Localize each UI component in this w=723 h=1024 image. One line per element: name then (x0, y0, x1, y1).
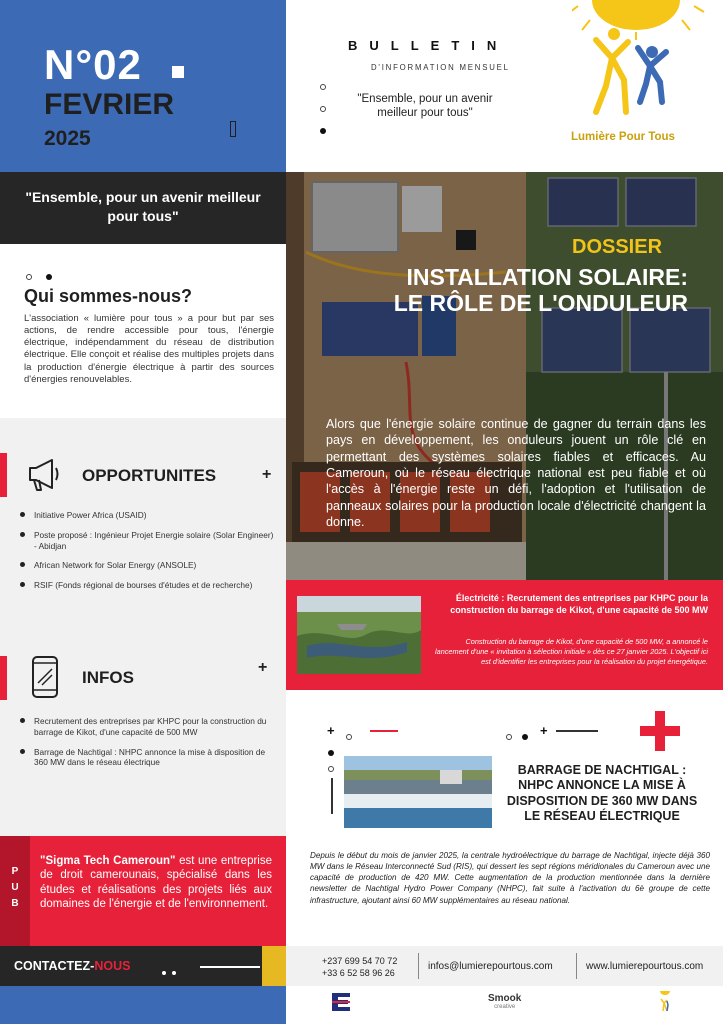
red-dash (370, 730, 398, 732)
sigma-tech-logo (328, 991, 354, 1013)
yellow-accent (262, 946, 286, 986)
rectangle-icon (230, 121, 236, 137)
bulletin-motto: "Ensemble, pour un avenir meilleur pour tous" (357, 93, 493, 120)
divider-line (200, 966, 260, 968)
contact-label: CONTACTEZ-NOUS (14, 959, 131, 973)
lumiere-pour-tous-small-logo (656, 991, 674, 1013)
logo-text: Lumière Pour Tous (571, 131, 675, 143)
red-accent-bar (0, 453, 7, 497)
dots-decoration (26, 268, 52, 286)
phone-numbers (322, 955, 397, 979)
opportunities-list (20, 510, 276, 600)
issue-block (0, 0, 286, 172)
plus-icon: + (540, 723, 548, 738)
infos-list (20, 716, 276, 777)
infos-title: INFOS (82, 668, 134, 687)
bulletin-title: BULLETIN (348, 38, 509, 53)
list-item[interactable]: Barrage de Nachtigal : NHPC annonce la mise à disposition de 360 MW dans le réseau électrique (20, 747, 276, 769)
kikot-dam-photo (297, 596, 421, 674)
phone-link[interactable]: +237 699 54 70 72 (322, 956, 398, 966)
opportunities-expand-button[interactable]: + (262, 466, 272, 483)
email-link[interactable]: infos@lumierepourtous.com (428, 961, 553, 972)
megaphone-icon (24, 452, 62, 496)
motto-text: "Ensemble, pour un avenir meilleur pour tous" (25, 189, 261, 224)
issue-year: 2025 (44, 127, 91, 150)
smook-logo: Smook creative (488, 993, 522, 1010)
nachtigal-text: Depuis le début du mois de janvier 2025, la centrale hydroélectrique du barrage de Nachtigal, injecte déjà 360 MW dans le Réseau Interconnecté Sud (RIS), qui dessert les sept régions méridionales du Cameroun avec une capacité de production de 420 MW. Cette augmentation de la production mentionnée dans la dernière newsletter de Nachtigal Hydro Power Company (NHPC), fait suite à l'activation du 6è groupe de cette infrastructure, ajoutant ainsi 60 MW supplémentaires au réseau national. (310, 851, 710, 905)
dossier-label: DOSSIER (572, 236, 663, 258)
nachtigal-title: BARRAGE DE NACHTIGAL : NHPC ANNONCE LA MISE À DISPOSITION DE 360 MW DANS LE RÉSEAU ÉLECTRIQUE (506, 763, 698, 823)
bulletin-subtitle: D'INFORMATION MENSUEL (371, 63, 510, 72)
dots-decoration (162, 962, 182, 980)
pub-company: "Sigma Tech Cameroun" (40, 855, 176, 867)
dots-decoration (506, 728, 528, 746)
about-title: Qui sommes-nous? (24, 286, 193, 306)
divider-line (576, 953, 577, 979)
divider-line (556, 730, 598, 732)
plus-icon: + (327, 723, 335, 738)
about-text: L'association « lumière pour tous » a pour but par ses actions, de rendre accessible pour tous, l'énergie électrique, indépendamment du réseau de distribution électrique. Elle conçoit et réalise des multiples projets dans la production d'énergie électrique à partir des sources d'énergies renouvelables. (24, 313, 274, 385)
list-item[interactable]: African Network for Solar Energy (ANSOLE) (20, 560, 276, 571)
vertical-line (331, 778, 333, 814)
square-decoration (172, 66, 184, 78)
dossier-text: Alors que l'énergie solaire continue de gagner du terrain dans les pays en développement, les onduleurs jouent un rôle clé en permettant des systèmes solaires fiables et efficaces. Au Cameroun, où le réseau électrique national est peu fiable et où l'accès à l'énergie reste un défi, l'adoption et l'utilisation de panneaux solaires pour la production locale d'électricité changent la donne. (326, 417, 706, 530)
list-item[interactable]: Poste proposé : Ingénieur Projet Energie solaire (Solar Engineer) - Abidjan (20, 530, 276, 552)
dossier-title: INSTALLATION SOLAIRE: LE RÔLE DE L'ONDULEUR (393, 264, 688, 317)
smartphone-icon (26, 655, 64, 699)
footer-blue-band (0, 986, 286, 1024)
nachtigal-dam-photo (344, 756, 492, 828)
website-link[interactable]: www.lumierepourtous.com (586, 961, 704, 972)
phone-link[interactable]: +33 6 52 58 96 26 (322, 968, 395, 979)
red-cross-icon (640, 711, 680, 751)
list-item[interactable]: RSIF (Fonds régional de bourses d'études et de recherche) (20, 580, 276, 591)
infos-expand-button[interactable]: + (258, 659, 268, 676)
list-item[interactable]: Recrutement des entreprises par KHPC pour la construction du barrage de Kikot, d'une capacité de 500 MW (20, 716, 276, 738)
kikot-title: Électricité : Recrutement des entreprises par KHPC pour la construction du barrage de Kikot, d'une capacité de 500 MW (450, 593, 708, 615)
pub-text: "Sigma Tech Cameroun" est une entreprise de droit camerounais, spécialisé dans les études et réalisations des projets liés aux domaines de l'énergie et de l'environnement. (40, 855, 272, 911)
dots-decoration (346, 728, 366, 746)
lumiere-pour-tous-logo (572, 0, 712, 132)
opportunities-title: OPPORTUNITES (82, 466, 217, 485)
divider-line (418, 953, 419, 979)
dots-decoration (320, 84, 340, 150)
red-accent-bar (0, 656, 7, 700)
list-item[interactable]: Initiative Power Africa (USAID) (20, 510, 276, 521)
issue-month: FEVRIER (44, 88, 175, 121)
issue-number: N°02 (44, 41, 142, 88)
pub-label: P U B (11, 866, 19, 909)
kikot-text: Construction du barrage de Kikot, d'une capacité de 500 MW, a annoncé le lancement d'une « invitation à sélection initiale » dès ce 27 janvier 2025. L'objectif ici est d'identifier les entreprises pour la réalisation du projet énergétique. (435, 637, 708, 666)
